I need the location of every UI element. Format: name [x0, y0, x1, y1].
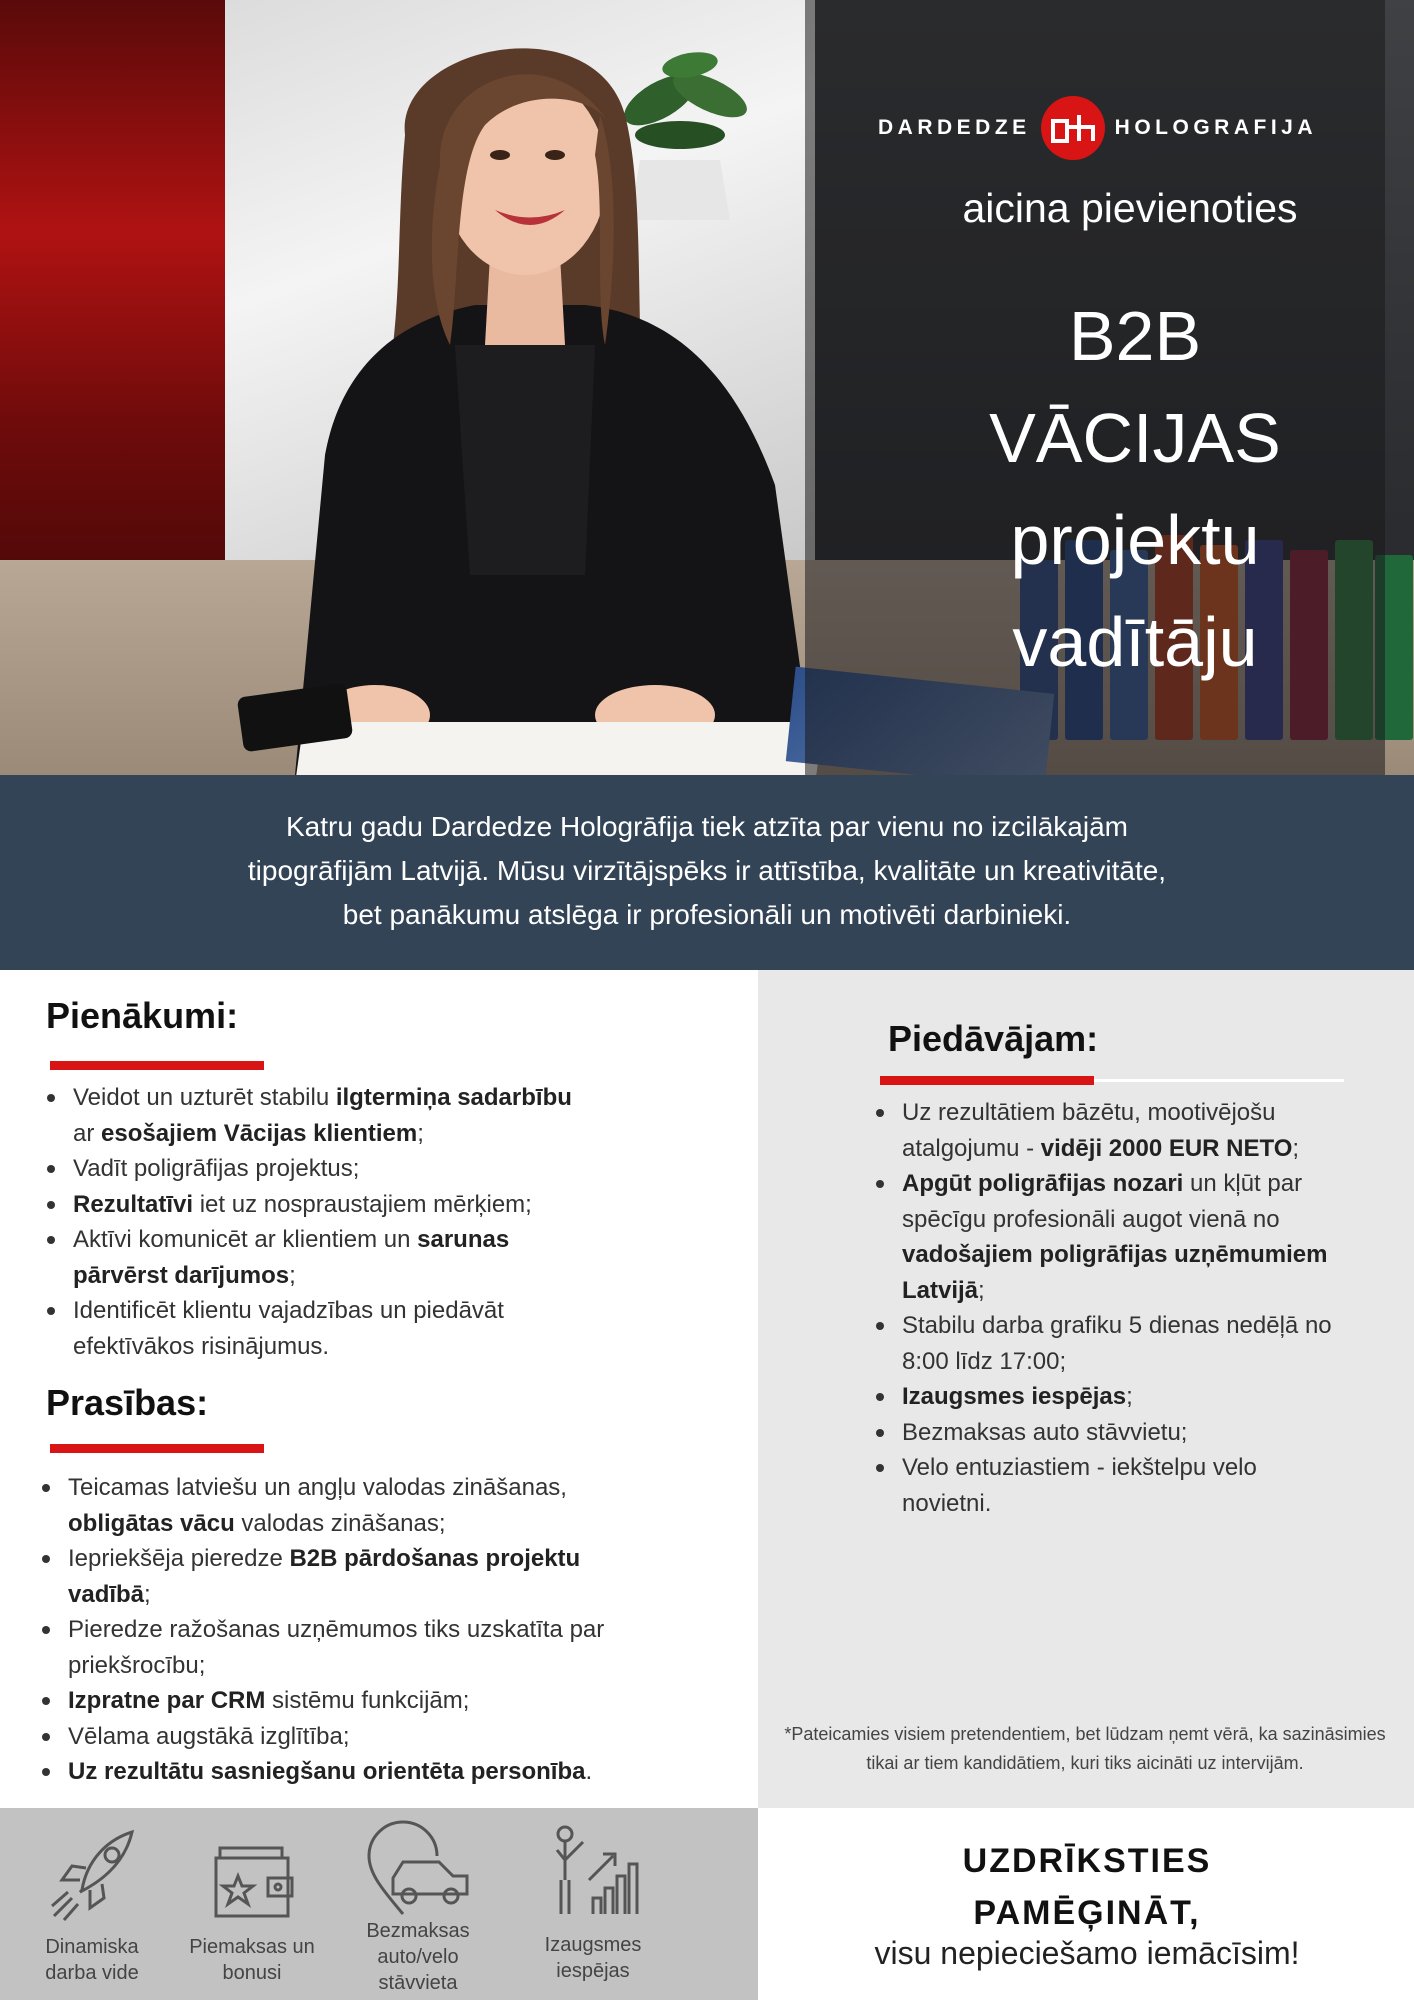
duties-item-text: Veidot un uzturēt stabilu: [73, 1084, 336, 1111]
intro-line: Katru gadu Dardedze Hologrāfija tiek atzīta par vienu no izcilākajām: [285, 811, 1128, 842]
cta-line: UZDRĪKSTIES: [962, 1842, 1212, 1880]
logo-left-word: DARDEDZE: [878, 116, 1031, 139]
benefit-label: Bezmaksas auto/velo stāvvieta: [366, 1920, 470, 1994]
offer-item-text: Bezmaksas auto stāvvietu;: [902, 1418, 1188, 1446]
requirements-item: [40, 1719, 640, 1755]
requirements-item: [40, 1683, 640, 1719]
duties-item-text: esošajiem Vācijas klientiem: [101, 1119, 418, 1147]
offer-heading: Piedāvājam:: [888, 1018, 1099, 1059]
duties-item-text: sarunas pārvērst darījumos: [73, 1226, 510, 1289]
requirements-item: [40, 1754, 640, 1790]
job-title: [920, 285, 1350, 693]
duties-item-text: ilgtermiņa sadarbību: [335, 1084, 572, 1111]
requirements-item-text: ;: [144, 1580, 151, 1608]
cta-subline: visu nepieciešamo iemācīsim!: [874, 1935, 1300, 1971]
person-illustration: [255, 15, 855, 775]
benefit-item: [17, 1808, 167, 1986]
cta-line: PAMĒĢINĀT,: [973, 1894, 1201, 1932]
duties-item: [45, 1151, 575, 1187]
duties-item: [45, 1222, 575, 1293]
duties-item-text: Identificēt klientu vajadzības un piedāvāt efektīvākos risinājumus.: [73, 1297, 504, 1360]
company-logo: [878, 98, 1388, 158]
offer-item: [874, 1166, 1349, 1308]
benefits-band: [0, 1808, 758, 2000]
duties-underline: [50, 1061, 264, 1070]
offer-item-text: Velo entuziastiem - iekštelpu velo novietni.: [902, 1454, 1257, 1517]
duties-item-text: Aktīvi komunicēt ar klientiem un: [73, 1226, 418, 1253]
duties-item: [45, 1293, 575, 1364]
intro-band: [0, 775, 1414, 970]
requirements-item-text: sistēmu funkcijām;: [265, 1687, 470, 1714]
car-pin-icon: [363, 1818, 473, 1918]
requirements-item: [40, 1612, 640, 1683]
wallet-icon: [202, 1820, 302, 1930]
requirements-item-text: Uz rezultātu sasniegšanu orientēta personība: [68, 1758, 586, 1785]
duties-item-text: iet uz nospraustajiem mērķiem;: [193, 1190, 532, 1218]
duties-item-text: Vadīt poligrāfijas projektus;: [73, 1155, 360, 1182]
offer-item-text: vadošajiem poligrāfijas uzņēmumiem Latvijā: [902, 1241, 1328, 1304]
requirements-item-text: B2B pārdošanas projektu vadībā: [68, 1545, 581, 1608]
offer-item-text: ;: [978, 1276, 985, 1304]
offer-item: [874, 1379, 1349, 1415]
tagline: aicina pievienoties: [962, 185, 1298, 231]
duties-item-text: Rezultatīvi: [73, 1190, 194, 1218]
requirements-item-text: Pieredze ražošanas uzņēmumos tiks uzskatīta par priekšrocību;: [68, 1616, 605, 1679]
benefit-label: Izaugsmes iespējas: [544, 1934, 642, 1982]
duties-item-text: ;: [417, 1119, 424, 1147]
offer-underline: [880, 1076, 1094, 1085]
job-title-line: B2B: [1068, 297, 1202, 375]
requirements-item-text: .: [585, 1758, 593, 1785]
requirements-item-text: valodas zināšanas;: [234, 1509, 446, 1537]
job-title-line: projektu: [1010, 501, 1260, 579]
requirements-heading: Prasības:: [46, 1382, 209, 1423]
intro-line: tipogrāfijām Latvijā. Mūsu virzītājspēks ir attīstība, kvalitāte un kreativitāte,: [247, 855, 1167, 886]
duties-list: [45, 1080, 575, 1364]
offer-item: [874, 1415, 1349, 1451]
offer-list: [874, 1095, 1349, 1521]
offer-underline-tail: [1094, 1079, 1344, 1082]
offer-item-text: Izaugsmes iespējas: [902, 1383, 1127, 1410]
requirements-item: [40, 1470, 640, 1541]
disclaimer-note: *Pateicamies visiem pretendentiem, bet lūdzam ņemt vērā, ka sazināsimies tikai ar tiem kandidātiem, kuri tiks aicināti uz intervijām.: [784, 1724, 1386, 1773]
requirements-item-text: Teicamas latviešu un angļu valodas zināšanas,: [68, 1474, 567, 1501]
offer-item-text: Stabilu darba grafiku 5 dienas nedēļā no 8:00 līdz 17:00;: [902, 1312, 1332, 1375]
requirements-item-text: Iepriekšēja pieredze: [68, 1545, 290, 1572]
offer-item-text: vidēji 2000 EUR NETO: [1040, 1134, 1293, 1162]
requirements-underline: [50, 1444, 264, 1453]
benefit-item: [177, 1808, 327, 1986]
benefit-label: Piemaksas un bonusi: [189, 1936, 315, 1984]
offer-item-text: Uz rezultātiem bāzētu, mootivējošu atalgojumu -: [902, 1099, 1276, 1162]
offer-item: [874, 1095, 1349, 1166]
duties-item-text: ;: [289, 1261, 296, 1289]
growth-chart-icon: [543, 1820, 643, 1930]
rocket-icon: [42, 1820, 142, 1930]
paper-documents: [296, 722, 823, 775]
requirements-item-text: obligātas vācu: [68, 1509, 235, 1537]
duties-heading: Pienākumi:: [46, 995, 239, 1036]
benefit-item: [343, 1808, 493, 1996]
cta-heading: [760, 1835, 1414, 1939]
duties-item: [45, 1080, 575, 1151]
requirements-item: [40, 1541, 640, 1612]
offer-item: [874, 1308, 1349, 1379]
duties-item-text: ar: [73, 1119, 102, 1147]
offer-item-text: un kļūt par spēcīgu profesionāli augot vienā no: [902, 1170, 1303, 1233]
offer-item: [874, 1450, 1349, 1521]
intro-line: bet panākumu atslēga ir profesionāli un motivēti darbinieki.: [342, 899, 1072, 930]
job-title-line: vadītāju: [1012, 603, 1258, 681]
benefit-item: [518, 1808, 668, 1984]
requirements-list: [40, 1470, 640, 1790]
benefit-label: Dinamiska darba vide: [45, 1936, 139, 1984]
logo-mark-icon: [1041, 96, 1105, 160]
requirements-item-text: Izpratne par CRM: [68, 1687, 266, 1714]
offer-item-text: ;: [1292, 1134, 1300, 1162]
requirements-item-text: Vēlama augstākā izglītība;: [68, 1722, 350, 1750]
job-title-line: VĀCIJAS: [989, 399, 1281, 477]
offer-item-text: Apgūt poligrāfijas nozari: [902, 1170, 1184, 1197]
logo-right-word: HOLOGRAFIJA: [1114, 116, 1318, 139]
duties-item: [45, 1187, 575, 1223]
offer-item-text: ;: [1126, 1383, 1133, 1410]
